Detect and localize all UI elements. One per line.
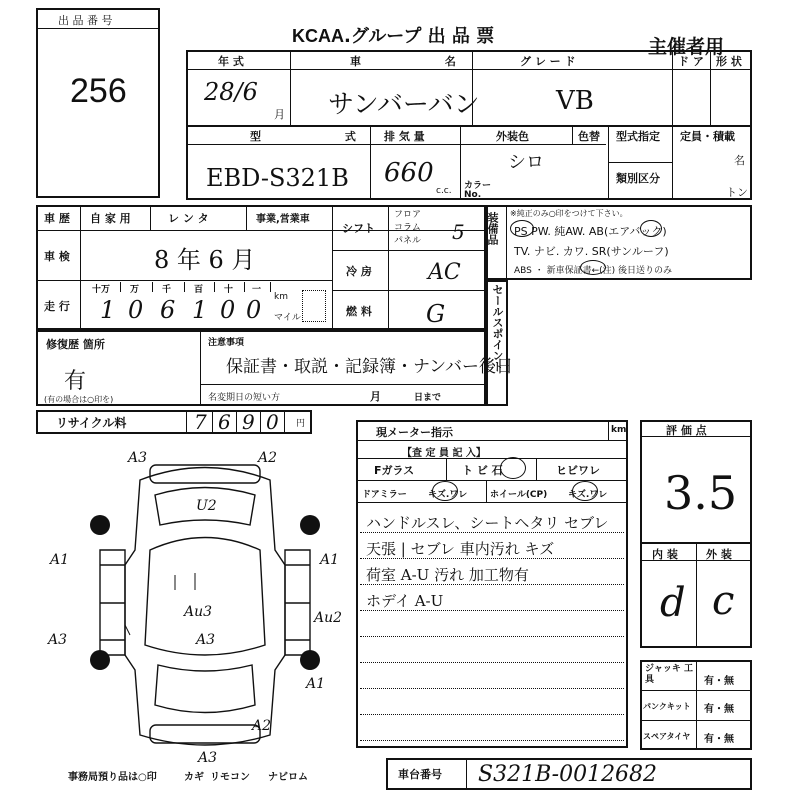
grade-value: VB	[556, 86, 594, 116]
equipment-note: ※純正のみ○印をつけて下さい。	[510, 209, 628, 218]
divider	[150, 205, 151, 230]
notes-value: 保証書・取説・記録簿・ナンバー後日	[226, 357, 513, 377]
km-label: km	[274, 292, 288, 302]
ruled-line	[360, 714, 624, 715]
diagram-mark: A3	[196, 632, 216, 648]
divider	[356, 440, 628, 441]
jack-yes-no: 有・無	[704, 676, 734, 687]
divider	[356, 458, 628, 459]
tire	[300, 650, 320, 670]
mileage-digit: 0	[220, 296, 236, 324]
mile-label: マイル	[274, 313, 301, 323]
divider	[332, 250, 486, 251]
name-change-label: 名変期日の短い方	[208, 393, 281, 403]
notes-label: 注意事項	[208, 338, 245, 348]
history-opt-business: 事業,営業車	[256, 214, 310, 225]
shift-label: シフト	[342, 222, 375, 235]
remark-line: 荷室 A-U 汚れ 加工物有	[366, 566, 529, 584]
mileage-label: 走 行	[44, 300, 70, 313]
divider	[290, 50, 291, 125]
diagram-mark: A1	[50, 552, 70, 568]
ruled-line	[360, 740, 624, 741]
shift-option-column: コラム	[394, 223, 421, 233]
mileage-unit: 十	[224, 285, 234, 295]
divider	[244, 282, 245, 292]
body-label: 形 状	[716, 55, 742, 68]
diagram-mark: A1	[320, 552, 340, 568]
day-label: 日まで	[414, 393, 442, 403]
divider	[466, 758, 467, 790]
person-unit: 名	[734, 154, 745, 167]
kizu-ware-label: キズ.ワレ	[428, 490, 468, 500]
divider	[356, 502, 628, 503]
circle-mark	[580, 260, 606, 275]
equipment-side-label: 装備品	[486, 212, 499, 245]
model-value: EBD-S321B	[206, 164, 349, 192]
color-change-label: 色替	[578, 130, 600, 143]
divider	[80, 205, 81, 330]
organizer-label: 主催者用	[648, 36, 725, 58]
sales-point-label: セールスポイント	[491, 284, 504, 372]
divider	[214, 282, 215, 292]
chassis-label: 車台番号	[398, 768, 442, 781]
mileage-digit: 0	[246, 296, 262, 324]
inspector-header: 【査 定 員 記 入】	[402, 448, 486, 459]
year-label: 年 式	[218, 55, 244, 68]
divider	[672, 50, 673, 200]
puncture-yes-no: 有・無	[704, 704, 734, 715]
inspection-label: 車 検	[44, 250, 70, 263]
remark-line: 天張 | セブレ 車内汚れ キズ	[366, 540, 555, 558]
tobi-ishi-label: ト ビ 石	[462, 464, 503, 477]
mileage-unit: 百	[194, 285, 204, 295]
diagram-mark: A1	[306, 676, 326, 692]
grade-label: グ レ ー ド	[520, 55, 576, 68]
jack-label: ジャッキ 工具	[645, 664, 693, 685]
office-item-key: カギ	[184, 772, 204, 783]
recycle-digit: 7	[194, 410, 207, 434]
color-no-label: カラー No.	[464, 181, 492, 200]
displacement-label: 排 気 量	[384, 130, 425, 143]
interior-value: d	[660, 580, 686, 626]
divider	[536, 458, 537, 480]
year-value: 28/6	[204, 78, 258, 106]
divider	[486, 480, 487, 502]
ac-value: AC	[428, 260, 461, 285]
divider	[120, 282, 121, 292]
divider	[212, 410, 213, 434]
divider	[246, 205, 247, 230]
history-label: 車 歴	[44, 212, 70, 225]
recycle-label: リサイクル料	[56, 416, 127, 430]
tire	[90, 650, 110, 670]
repair-value: 有	[64, 369, 87, 394]
tire	[300, 515, 320, 535]
interior-label: 内 装	[652, 548, 678, 561]
repair-note: (有の場合は○印を)	[44, 395, 114, 404]
repair-label: 修復歴 箇所	[46, 338, 105, 351]
recycle-digit: 0	[266, 410, 279, 434]
cc-unit: c.c.	[436, 186, 452, 196]
history-opt-private: 自 家 用	[90, 212, 131, 225]
spare-label: スペアタイヤ	[643, 732, 691, 741]
divider	[332, 290, 486, 291]
wheel-label: ホイール(CP)	[490, 490, 548, 500]
equipment-line2: TV. ナビ. カワ. SR(サンルーフ)	[514, 245, 669, 258]
divider	[236, 410, 237, 434]
mileage-unit: 千	[162, 285, 172, 295]
ton-unit: トン	[726, 186, 748, 199]
recycle-digit: 6	[218, 410, 231, 434]
shift-option-floor: フロア	[394, 210, 422, 220]
divider	[200, 384, 486, 385]
type-designation-label: 型式指定	[616, 130, 660, 143]
divider	[186, 125, 752, 127]
diagram-mark: A2	[258, 450, 278, 466]
diagram-mark: U2	[196, 498, 217, 514]
header-title	[292, 22, 494, 48]
meter-unit: km	[611, 425, 627, 435]
divider	[184, 282, 185, 292]
ruled-line	[360, 662, 624, 663]
divider	[388, 205, 389, 330]
remark-line: ハンドルスレ、シートヘタリ セブレ	[366, 514, 609, 532]
grade-label: 評 価 点	[666, 424, 707, 437]
name-value: サンバーバン	[328, 90, 480, 120]
divider	[260, 410, 261, 434]
divider	[200, 330, 201, 406]
inspection-value: 8 年 6 月	[154, 246, 256, 274]
shift-option-panel: パネル	[394, 236, 422, 246]
diagram-mark: Au2	[314, 610, 343, 626]
divider	[284, 410, 285, 434]
divider	[186, 69, 752, 70]
divider	[36, 28, 160, 29]
class-label: 類別区分	[616, 172, 660, 185]
circle-mark	[572, 481, 598, 501]
diagram-mark: A3	[128, 450, 148, 466]
office-text: 事務局預り品は○印	[68, 772, 157, 783]
car-rear-bumper	[150, 725, 260, 743]
lot-number-label: 出 品 番 号	[58, 14, 113, 27]
mileage-digit: 6	[160, 296, 176, 324]
circle-mark	[510, 220, 534, 237]
meter-label: 現メーター指示	[376, 426, 453, 439]
diagram-mark: A3	[48, 632, 68, 648]
f-glass-label: Fガラス	[374, 464, 415, 477]
divider	[572, 125, 573, 144]
divider	[460, 125, 461, 200]
name-label: 車 名	[350, 55, 496, 68]
office-item-remote: リモコン	[210, 772, 250, 783]
equipment-line3: ABS ・ 新車保証書←(注) 後日送りのみ	[514, 266, 673, 276]
mileage-unit: 十万	[92, 285, 111, 295]
divider	[152, 282, 153, 292]
divider	[710, 50, 711, 125]
mile-checkbox	[302, 290, 326, 322]
mileage-unit: 一	[252, 285, 262, 295]
spare-yes-no: 有・無	[704, 734, 734, 745]
chassis-value: S321B-0012682	[478, 762, 658, 787]
puncture-label: パンクキット	[643, 702, 691, 711]
divider	[696, 542, 697, 648]
mileage-digit: 1	[100, 296, 116, 324]
remark-line: ホデイ A-U	[366, 592, 444, 610]
office-item-navi: ナビロム	[268, 772, 308, 783]
door-label: ド ア	[678, 55, 704, 68]
ac-label: 冷 房	[346, 265, 372, 278]
circle-mark	[500, 457, 526, 479]
model-label: 型 式	[250, 130, 396, 143]
circle-mark	[640, 220, 662, 237]
title-text: .グループ 出 品 票	[344, 26, 495, 47]
circle-mark	[432, 481, 458, 501]
divider	[186, 144, 606, 145]
brand-logo: KCAA	[292, 26, 344, 46]
mileage-digit: 0	[128, 296, 144, 324]
kizu-ware-label-2: キズ.ワレ	[568, 490, 608, 500]
fuel-value: G	[426, 300, 446, 328]
tire	[90, 515, 110, 535]
divider	[332, 205, 333, 330]
recycle-unit: 円	[296, 419, 306, 429]
month-unit: 月	[274, 108, 285, 121]
door-mirror-label: ドアミラー	[362, 490, 407, 500]
divider	[608, 420, 609, 440]
divider	[608, 162, 672, 163]
ruled-line	[360, 636, 624, 637]
displacement-value: 660	[384, 158, 434, 188]
divider	[696, 660, 697, 750]
divider	[186, 410, 187, 434]
mileage-unit: 万	[130, 285, 140, 295]
recycle-digit: 9	[242, 410, 255, 434]
fuel-label: 燃 料	[346, 305, 372, 318]
mileage-digit: 1	[192, 296, 208, 324]
capacity-label: 定員・積載	[680, 130, 735, 143]
hibiware-label: ヒビワレ	[556, 464, 600, 477]
lot-number: 256	[70, 72, 127, 110]
equipment-line1: PS PW. 純AW. AB(エアバック)	[514, 225, 667, 238]
color-value: シロ	[508, 152, 544, 173]
shift-value: 5	[452, 220, 465, 244]
color-label: 外装色	[496, 130, 529, 143]
grade-value: 3.5	[664, 466, 738, 520]
exterior-value: c	[712, 578, 735, 624]
divider	[270, 282, 271, 292]
car-rear-glass	[155, 665, 255, 713]
diagram-mark: A3	[198, 750, 218, 766]
exterior-label: 外 装	[706, 548, 732, 561]
diagram-mark: A2	[252, 718, 272, 734]
divider	[446, 458, 447, 480]
diagram-mark: Au3	[184, 604, 213, 620]
ruled-line	[360, 688, 624, 689]
history-opt-rental: レ ン タ	[168, 212, 209, 225]
month-label: 月	[370, 390, 381, 403]
